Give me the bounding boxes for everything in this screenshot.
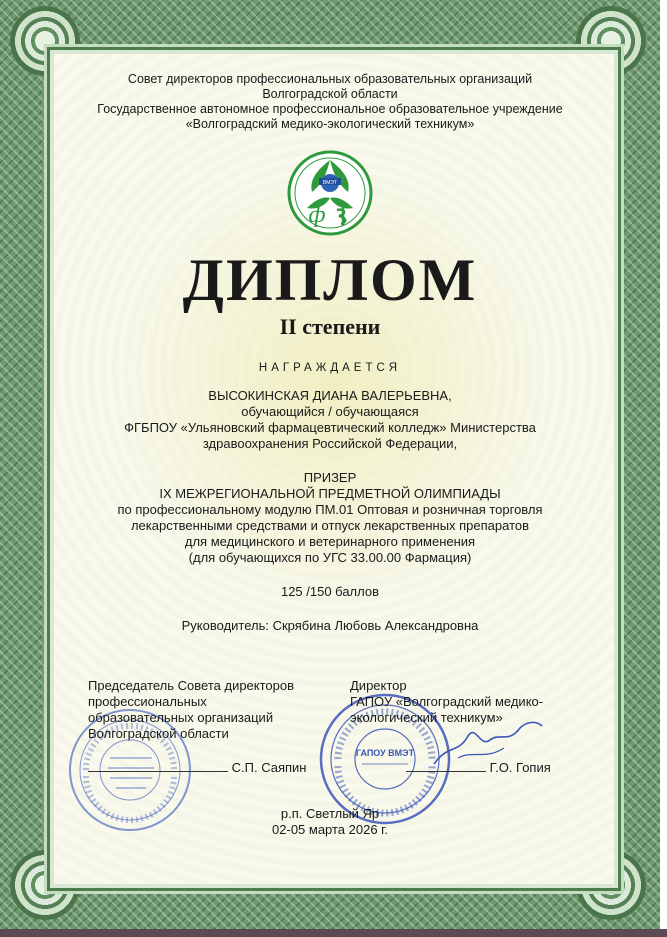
left-signatory-name: С.П. Саяпин	[231, 760, 307, 775]
diploma-title: ДИПЛОМ	[182, 247, 478, 313]
award-event: IX МЕЖРЕГИОНАЛЬНОЙ ПРЕДМЕТНОЙ ОЛИМПИАДЫ	[159, 486, 501, 501]
issuer-line: Волгоградской области	[262, 87, 398, 101]
signatory-title-line: образовательных организаций	[88, 710, 274, 725]
awarded-label: НАГРАЖДАЕТСЯ	[258, 362, 402, 374]
recipient-block	[60, 388, 600, 452]
signatory-title-line: Председатель Совета директоров	[88, 678, 295, 693]
date-text: 02-05 марта 2026 г.	[272, 822, 388, 837]
recipient-name: ВЫСОКИНСКАЯ ДИАНА ВАЛЕРЬЕВНА,	[208, 388, 452, 403]
issuer-line: Государственное автономное профессиональное образовательное учреждение	[97, 102, 563, 116]
diploma-content	[60, 72, 600, 634]
issuer-line: Совет директоров профессиональных образовательных организаций	[127, 72, 533, 86]
award-module: лекарственными средствами и отпуск лекарственных препаратов	[130, 518, 530, 533]
place-and-date	[60, 806, 600, 838]
signatory-title-line: экологический техникум»	[350, 710, 503, 725]
recipient-institution: ФГБПОУ «Ульяновский фармацевтический колледж» Министерства	[124, 420, 536, 435]
score-text: 125 /150 баллов	[280, 584, 380, 599]
college-emblem-icon	[287, 150, 373, 236]
stamp-text: ГАПОУ ВМЭТ	[355, 748, 415, 758]
right-signature-line	[406, 760, 596, 776]
recipient-institution: здравоохранения Российской Федерации,	[202, 436, 458, 451]
supervisor-text: Руководитель: Скрябина Любовь Александровна	[181, 618, 479, 633]
recipient-status: обучающийся / обучающаяся	[241, 404, 419, 419]
emblem-text: ВМЭТ	[322, 180, 338, 186]
right-margin	[660, 0, 667, 937]
right-signatory-title	[350, 678, 590, 726]
signatory-title-line: Директор	[350, 678, 407, 693]
issuer-line: «Волгоградский медико-экологический техникум»	[185, 117, 475, 131]
diploma-degree: II степени	[279, 314, 381, 339]
signatory-title-line: ГАПОУ «Волгоградский медико-	[350, 694, 544, 709]
bottom-strip	[0, 929, 667, 937]
right-signatory-name: Г.О. Гопия	[489, 760, 551, 775]
award-module: по профессиональному модулю ПМ.01 Оптовая и розничная торговля	[117, 502, 543, 517]
signatory-title-line: профессиональных	[88, 694, 207, 709]
award-module: для медицинского и ветеринарного применения	[184, 534, 476, 549]
left-signatory-title	[88, 678, 333, 742]
place-text: р.п. Светлый Яр	[280, 806, 380, 821]
award-module: (для обучающихся по УГС 33.00.00 Фармация)	[188, 550, 472, 565]
issuer-header	[60, 72, 600, 132]
signatory-title-line: Волгоградской области	[88, 726, 229, 741]
award-title: ПРИЗЕР	[303, 470, 357, 485]
award-block	[60, 470, 600, 566]
left-signature-line	[88, 760, 328, 776]
emblem-letter: ф	[308, 202, 326, 228]
